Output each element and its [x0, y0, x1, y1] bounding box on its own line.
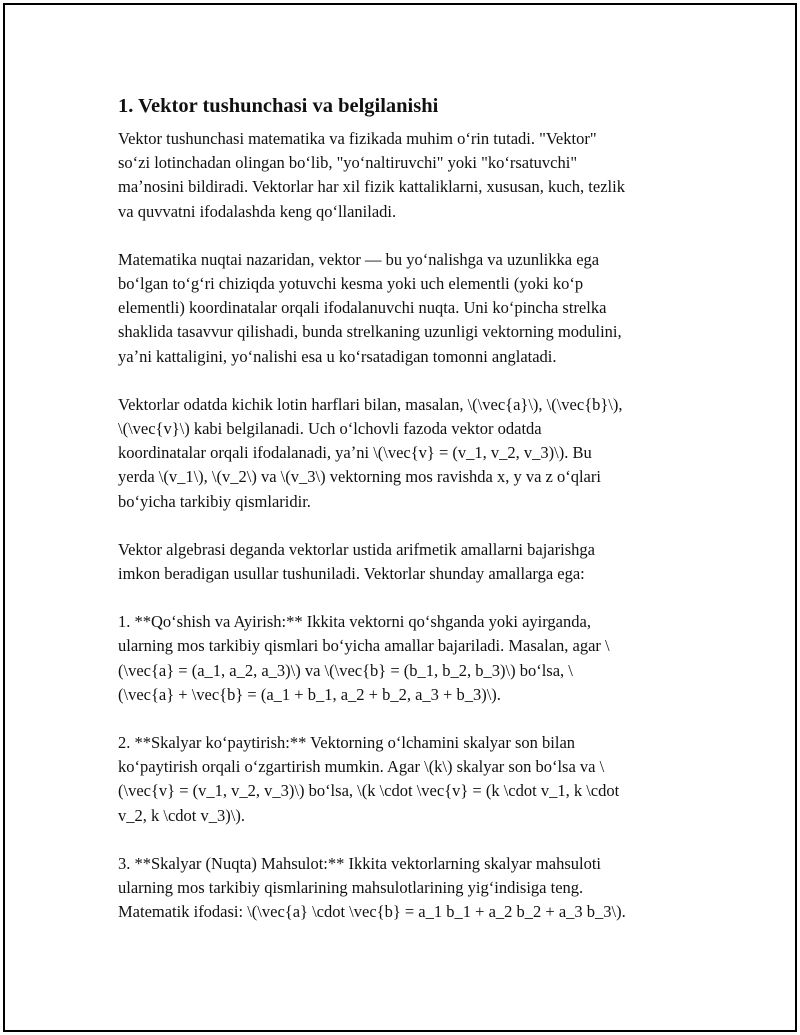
paragraph-vector-algebra: Vektor algebrasi deganda vektorlar ustida arifmetik amallarni bajarishga imkon beradigan usullar tushuniladi. Vektorlar shunday amallarga ega: [118, 539, 595, 584]
list-item-dot-product: 3. **Skalyar (Nuqta) Mahsulot:** Ikkita vektorlarning skalyar mahsuloti ularning mos tarkibiy qismlarining mahsulotlarining yigʻindisiga teng. Matematik ifodasi: \(\vec{a} \cdot \vec{b} = a_1 b_1 + a_2 b_2 + a_3 b_3\). [118, 853, 626, 922]
list-item-addition: 1. **Qoʻshish va Ayirish:** Ikkita vektorni qoʻshganda yoki ayirganda, ularning mos tarkibiy qismlari boʻyicha amallar bajariladi. Masalan, agar \ (\vec{a} = (a_1, a_2, a_3)\) va \(\vec{b} = (b_1, b_2, b_3)\) boʻlsa, \ (\vec{a} + \vec{b} = (a_1 + b_1, a_2 + b_2, a_3 + b_3)\). [118, 612, 610, 704]
paragraph-intro: Vektor tushunchasi matematika va fizikada muhim oʻrin tutadi. "Vektor" soʻzi lotinchadan olingan boʻlib, "yoʻnaltiruvchi" yoki "koʻrsatuvchi" maʼnosini bildiradi. Vektorlar har xil fizik kattaliklarni, xususan, kuch, tezlik va quvvatni ifodalashda keng qoʻllaniladi. [118, 129, 625, 221]
document-body [118, 93, 698, 948]
paragraph-math-definition: Matematika nuqtai nazaridan, vektor — bu yoʻnalishga va uzunlikka ega boʻlgan toʻgʻri chiziqda yotuvchi kesma yoki uch elementli (yoki koʻp elementli) koordinatalar orqali ifodalanuvchi nuqta. Uni koʻpincha strelka shaklida tasavvur qilishadi, bunda strelkaning uzunligi vektorning modulini, yaʼni kattaligini, yoʻnalishi esa u koʻrsatadigan tomonni anglatadi. [118, 249, 622, 366]
section-title: 1. Vektor tushunchasi va belgilanishi [118, 95, 439, 117]
paragraph-notation: Vektorlar odatda kichik lotin harflari bilan, masalan, \(\vec{a}\), \(\vec{b}\), \(\vec{v}\) kabi belgilanadi. Uch oʻlchovli fazoda vektor odatda koordinatalar orqali ifodalanadi, yaʼni \(\vec{v} = (v_1, v_2, v_3)\). Bu yerda \(v_1\), \(v_2\) va \(v_3\) vektorning mos ravishda x, y va z oʻqlari boʻyicha tarkibiy qismlaridir. [118, 394, 623, 511]
list-item-scalar-multiplication: 2. **Skalyar koʻpaytirish:** Vektorning oʻlchamini skalyar son bilan koʻpaytirish orqali oʻzgartirish mumkin. Agar \(k\) skalyar son boʻlsa va \ (\vec{v} = (v_1, v_2, v_3)\) boʻlsa, \(k \cdot \vec{v} = (k \cdot v_1, k \cdot v_2, k \cdot v_3)\). [118, 733, 620, 825]
